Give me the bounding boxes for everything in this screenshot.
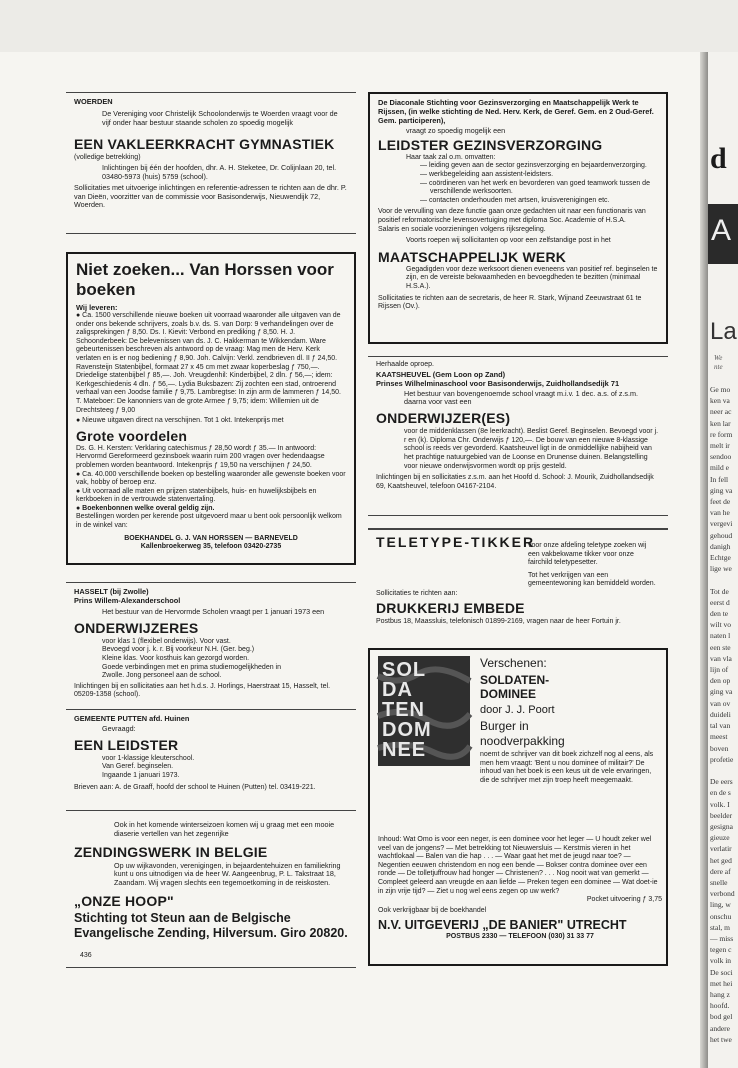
right-text-line: hang z [710,989,730,999]
book-available: Ook verkrijgbaar bij de boekhandel [378,906,487,914]
right-text-line: het twe [710,1034,732,1044]
ad-shop-name: BOEKHANDEL G. J. VAN HORSSEN — BARNEVELD [124,534,298,542]
right-text-line: den te [710,609,729,619]
right-text-line: ling, w [710,900,731,910]
ad-address: Postbus 18, Maassluis, telefonisch 01899-2169, vragen naar de heer Fortuin jr. [376,618,621,625]
right-text-line: bod gel [710,1012,733,1022]
ad-putten [66,709,356,801]
book-subtitle-1: Burger in [480,719,529,733]
ad-hasselt [66,582,356,699]
right-page [708,52,738,1068]
right-text-line: Tot de [710,586,729,596]
ad-appeared: Verschenen: [480,656,547,670]
right-text-line: vergevi [710,519,733,529]
right-text-line: boven [710,743,729,753]
right-text-line: profetie [710,754,734,764]
right-text-line: duideli [710,709,731,719]
ad-task-item: — leiding geven aan de sector gezinsverzorging en bejaardenverzorging. [420,162,647,170]
right-box-letter: A [711,214,732,247]
ad-title: ZENDINGSWERK IN BELGIE [74,843,268,860]
ad-subtitle: (volledige betrekking) [74,153,141,161]
right-text-line: meest [710,732,728,742]
right-text-line: re form [710,429,733,439]
ad-line: voor klas 1 (flexibel onderwijs). Voor vast. [102,637,231,645]
ad-title: ONDERWIJZERES [74,619,199,636]
right-text-line: mild e [710,463,729,473]
ad-text: Tot het verkrijgen van een gemeentewoning kan bemiddeld worden. [528,571,656,588]
ad-line: Ingaande 1 januari 1973. [102,771,180,779]
ad-paragraph: Ds. G. H. Kersten: Verklaring catechismus ƒ 28,50 wordt ƒ 35.— In antwoord: Hervormd Gereformeerd gezinsboek waarin ruim 200 vragen over hedendaagse problemen worden beantwoord. Intekenprijs ƒ 19,50 na verschijnen ƒ 24,50. [76,444,325,469]
ad-task-item: — contacten onderhouden met artsen, kruisverenigingen etc. [420,196,610,204]
ad-title: ONDERWIJZER(ES) [376,410,511,427]
ad-paragraph: ● Boekenbonnen welke overal geldig zijn. [76,504,215,512]
right-text-line: van vla [710,653,732,663]
right-text-line: den op [710,676,731,686]
ad-text: voor onze afdeling teletype zoeken wij een vakbekwame tikker voor onze fairchild teletypesetter. [528,542,647,567]
ad-intro: Het bestuur van bovengenoemde school vraagt m.i.v. 1 dec. a.s. of z.s.m. daarna voor vast een [404,388,638,407]
right-text-line: ken lar [710,418,731,428]
book-subtitle-2: noodverpakking [480,734,565,748]
right-text-line: volk in [710,956,732,966]
cover-text: DOM [382,719,432,741]
right-text-line: het ged [710,855,732,865]
ad-org-name: „ONZE HOOP" [74,892,174,909]
ad-place: GEMEENTE PUTTEN afd. Huinen [74,714,190,723]
right-text-line: lijn of [710,665,729,675]
right-text-line: dere af [710,866,731,876]
ad-info: Inlichtingen bij en sollicitaties aan het h.d.s. J. Horlings, Haerstraat 15, Hasselt, tel. 05209-1358 (school). [74,682,331,699]
publisher-address: POSTBUS 2330 — TELEFOON (030) 31 33 77 [446,933,594,941]
ad-title: EEN VAKLEERKRACHT GYMNASTIEK [74,135,335,152]
ad-intro: Ook in het komende winterseizoen komen wij u graag met een mooie diaserie vertellen van het zegenrijke [114,820,335,838]
ad-also: Voorts roepen wij sollicitanten op voor een zelfstandige post in het [406,237,611,245]
right-text-line: Echtge [710,553,731,563]
right-text-line: gesigna [710,821,733,831]
ad-paragraph: ● Ca. 40.000 verschillende boeken op bestelling waaronder alle gewenste boeken voor vak, hobby of beroep enz. [76,470,346,487]
right-text-line: neer ac [710,407,732,417]
ad-line: Van Geref. beginselen. [102,763,174,771]
right-text-line: gehoud [710,530,733,540]
right-body-text [710,384,735,1045]
ad-title: EEN LEIDSTER [74,736,179,753]
ad-school: Prinses Wilhelminaschool voor Basisonderwijs, Zuidhollandsedijk 71 [376,378,620,388]
right-text-line: melt ir [710,441,730,451]
ad-text: Op uw wijkavonden, verenigingen, in bejaardentehuizen en familiekring kunt u ons uitnodigen via de heer W. Aangeenbrug, P. L. Takstraat 18, Zaandam. Wij vragen slechts een tegemoetkoming in de reiskosten. [114,860,341,888]
ad-place: KAATSHEUVEL (Gem Loon op Zand) [376,369,506,379]
ad-solicit: Sollicitaties te richten aan de secretaris, de heer R. Stark, Wijnand Zeeuwstraat 61 te Rijssen (Ov.). [378,294,642,311]
ad-line: Goede verbindingen met en prima studiemogelijkheden in [102,663,281,671]
ad-info: Inlichtingen bij één der hoofden, dhr. A. H. Steketee, Dr. Colijnlaan 20, tel. 03480-5973 (huis) 5759 (school). [102,163,337,181]
right-text-line: tegen c [710,945,732,955]
right-italic-line: We [714,354,723,362]
cover-text: DA [382,679,413,701]
page-number: 436 [80,952,92,959]
ad-task: Haar taak zal o.m. omvatten: [406,153,496,161]
ad-diaconale-stichting [368,92,668,344]
ad-org-details: Stichting tot Steun aan de Belgische Evangelische Zending, Hilversum. Giro 20820. [74,910,348,940]
right-text-line: hoofd. [710,1001,730,1011]
ad-company: DRUKKERIJ EMBEDE [376,600,525,616]
ad-letters: Brieven aan: A. de Graaff, hoofd der school te Huinen (Putten) tel. 03419-221. [74,783,316,791]
book-author: door J. J. Poort [480,704,555,716]
right-text-line: ging va [710,485,733,495]
right-text-line: eerst d [710,597,730,607]
ad-paragraph: Bestellingen worden per kerende post uitgevoerd maar u bent ook persoonlijk welkom in de winkel van: [76,513,342,530]
ad-title: Niet zoeken... Van Horssen voor boeken [76,260,334,299]
cover-text: TEN [382,699,425,721]
ad-shop-address: Kallenbroekerweg 35, telefoon 03420-2735 [140,543,282,551]
book-cover-image [378,656,470,766]
ad-info: Inlichtingen bij en sollicitaties z.s.m. aan het Hoofd d. School: J. Mourik, Zuidhollandsedijk 69, Kaatsheuvel, telefoon 04167-2104. [376,474,654,490]
ad-ask: vraagt zo spoedig mogelijk een [406,126,506,135]
right-text-line: wilt vo [710,620,732,630]
ad-intro: Het bestuur van de Hervormde Scholen vraagt per 1 januari 1973 een [102,607,325,616]
ad-teletype [368,528,668,638]
ad-text: Gegadigden voor deze werksoort dienen eveneens van positief ref. beginselen te zijn, en de vereiste bekwaamheden en bevoegdheden te bezitten (minimaal H.S.A.). [406,265,658,290]
right-text-line: verbond [710,889,735,899]
ad-paragraph: ● Nieuwe uitgaven direct na verschijnen. Tot 1 okt. Intekenprijs met [76,417,284,425]
right-heading: La [710,318,737,345]
book-blurb: noemt de schrijver van dit boek zichzelf nog al eens, als men hem vraagt: 'Bent u nou dominee of militair?' De inhoud van het boek is een keus uit de vele ervaringen, die de schrijver met zijn troep heeft meegemaakt. [480,751,654,784]
cover-text: SOL [382,659,427,681]
book-title-1: SOLDATEN- [480,673,550,687]
right-text-line: beelder [710,810,733,820]
ad-repeat: Herhaalde oproep. [376,361,434,368]
ad-solicit: Sollicitaties te richten aan: [376,590,458,597]
ad-school: Prins Willem-Alexanderschool [74,596,181,605]
right-text-line: onschu [710,911,732,921]
ad-woerden [66,92,356,234]
ad-place: HASSELT (bij Zwolle) [74,587,149,596]
ad-solicit: Sollicitaties met uitvoerige inlichtingen en referentie-adressen te richten aan de dhr. P. van Dieën, voorzitter van de commissie voor Basisonderwijs, Nieuwendijk 72, Woerden. [74,182,347,210]
ad-paragraph: ● Uit voorraad alle maten en prijzen statenbijbels, huis- en huwelijksbijbels en kerkboeken in de vertrouwde statenvertaling. [76,487,317,504]
right-text-line: feet de [710,497,731,507]
ad-van-horssen [66,252,356,565]
ad-line: Bevoegd voor j. k. r. Bij voorkeur N.H. (Ger. beg.) [102,646,255,654]
right-text-line [710,574,735,585]
book-price: Pocket uitvoering ƒ 3,75 [586,896,662,904]
ad-line: Zwolle. Jong personeel aan de school. [102,672,222,680]
right-text-line: — miss [710,933,734,943]
ad-kaatsheuvel [368,356,668,516]
book-contents: Inhoud: Wat Omo is voor een neger, is een dominee voor het leger — U houdt zeker wel veel van de jongens? — Met betrekking tot Nieuwersluis — Kerstmis vieren in het wachtlokaal — Balen van die hap . . . — Waar gaat het met de jeugd naar toe? — Negentien eeuwen christendom en nog een bende — Bokser contra dominee over een ronde — De tolletjuffrouw had honger — Christenen? . . . Nog nooit wat van gemerkt — Compleet geleerd aan vreugde en aan liefde — Preken tegen een dominee — Wat doet-ie in zijn vrije tijd? — Ziet u nog wel eens zegen op uw werk? [378,836,658,895]
ad-place: WOERDEN [74,97,113,106]
right-text-line: naten l [710,631,731,641]
cover-text: NEE [382,739,427,761]
right-text-line: van ov [710,698,731,708]
right-text-line: volk. I [710,799,730,809]
right-big-letter: d [710,142,727,175]
right-text-line: van he [710,508,730,518]
ad-lead: Wij leveren: [76,303,118,312]
ad-title-2: MAATSCHAPPELIJK WERK [378,248,567,265]
ad-zending-belgie [66,810,356,968]
right-text-line: gieuze [710,833,730,843]
right-text-line: sendoo [710,452,732,462]
publisher-name: N.V. UITGEVERIJ „DE BANIER" UTRECHT [378,918,627,933]
right-text-line: andere [710,1023,730,1033]
right-text-line [710,765,735,776]
right-text-line: Ge mo [710,385,731,394]
ad-text: voor de middenklassen (8e leerkracht). Beslist Geref. Beginselen. Bevoegd voor j. r en (k). Diploma Chr. Onderwijs ƒ 120,—. De bouw van een nieuwe 8-klassige school is reeds ver gevorderd. Kaatsheuvel ligt in de onmiddellijke nabijheid van het prachtige natuurgebied van de Loonse en Drunense duinen. Belangstelling voor nieuwe onderwijsvormen wordt op prijs gesteld. [404,428,659,470]
right-text-line: met hei [710,978,733,988]
right-text-line: een ste [710,642,731,652]
ad-asked: Gevraagd: [102,724,136,733]
book-title-2: DOMINEE [480,687,537,701]
ad-title: TELETYPE-TIKKER [376,534,536,550]
right-text-line: stal, m [710,922,730,932]
right-text-line: ken va [710,396,730,406]
ad-de-banier [368,648,668,966]
right-text-line: ging va [710,687,733,697]
right-text-line: verlatir [710,844,732,854]
ad-requirements: Voor de vervulling van deze functie gaan onze gedachten uit naar een functionaris van positief reformatorische levensovertuiging met diploma Soc. Academie of H.S.A. [378,208,646,224]
right-text-line: danigh [710,541,731,551]
ad-salary: Salaris en sociale voorzieningen volgens rijksregeling. [378,225,546,233]
right-text-line: De soci [710,967,733,977]
ad-task-item: — coördineren van het werk en bevorderen van goed teamwork tussen de verschillende werksoorten. [420,179,650,196]
ad-intro: De Vereniging voor Christelijk Schoolonderwijs te Woerden vraagt voor de vijf onder haar bestuur staande scholen zo spoedig mogelijk [102,109,338,127]
right-text-line: snelle [710,877,728,887]
book-gutter [700,52,708,1068]
ad-intro: De Diaconale Stichting voor Gezinsverzorging en Maatschappelijk Werk te Rijssen, (in welke stichting de Ned. Herv. Kerk, de Geref. Gem. en 2 Oud-Geref. Gem. participeren), [378,98,654,125]
right-text-line: De eers [710,777,733,787]
ad-task-item: — werkbegeleiding aan assistent-leidsters. [420,170,554,178]
right-text-line: In fell [710,474,729,484]
ad-title: LEIDSTER GEZINSVERZORGING [378,136,603,153]
right-text-line: lige we [710,564,732,574]
right-italic-line: nte [714,363,723,371]
right-text-line: tal van [710,721,731,731]
ad-subtitle: Grote voordelen [76,427,188,444]
ad-line: Kleine klas. Voor kosthuis kan gezorgd worden. [102,654,250,662]
ad-line: voor 1-klassige kleuterschool. [102,754,195,762]
right-text-line: en de s [710,788,731,798]
ad-paragraph: ● Ca. 1500 verschillende nieuwe boeken uit voorraad waaronder alle uitgaven van de onder ons bekende schrijvers, zoals b.v. ds. S. van Dorp: 9 verhandelingen over de zaligsprekingen ƒ 8,50. Ds. I. Kievit: Verbond en prediking ƒ 8,50. H. J. Schoonderbeek: De belevenissen van ds. J. C. Hakkerman te Wikkendam. Ware gebeurtenissen beschreven als antwoord op de vraag: Mag men de Herv. Kerk verlaten en is er nog bediening ƒ 8,90. Joh. Calvijn: Verkl. zendbrieven dl. II ƒ 24,50. Ravensteijn Statenbijbel, formaat 27 x 45 cm met zwaar koperbeslag ƒ 750,—. Driedelige statenbijbel ƒ 85,—. Joh. Vreugdenhil: Kinderbijbel, 2 dln. ƒ 56,—; idem: Kerkgeschiedenis 4 dln. ƒ 56,—. Lydia Buksbazen: Zij zochten een stad, ontroerend verhaal van een Joodse familie ƒ 9,75. Lambregtse: In zijn arm de lammeren ƒ 14,50. T. Mateboer: De kanonniers van de grote Armee ƒ 9,75; idem: Willemien uit de Drechtsteeg ƒ 9,00 [76,312,341,414]
